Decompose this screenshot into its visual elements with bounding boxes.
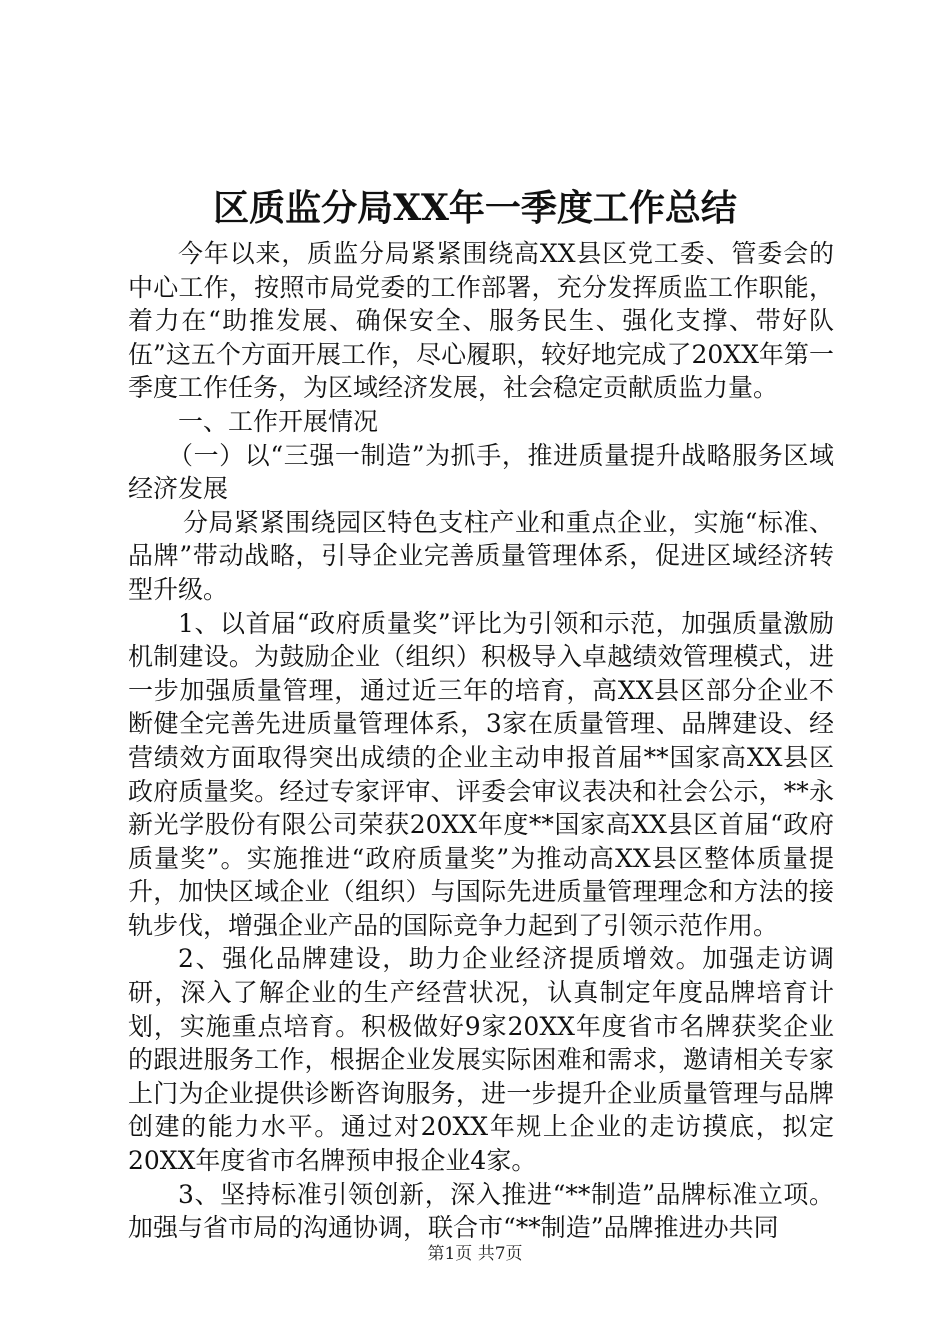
paragraph-strategy: 分局紧紧围绕园区特色支柱产业和重点企业，实施“标准、品牌”带动战略，引导企业完善质量管理体系，促进区域经济转型升级。 — [128, 507, 834, 604]
section-heading-1: 一、工作开展情况 — [178, 406, 379, 436]
paragraph-intro: 今年以来，质监分局紧紧围绕高XX县区党工委、管委会的中心工作，按照市局党委的工作部署，充分发挥质监工作职能，着力在“助推发展、确保安全、服务民生、强化支撑、带好队伍”这五个方面开展工作，尽心履职，较好地完成了20XX年第一季度工作任务，为区域经济发展，社会稳定贡献质监力量。 — [128, 239, 834, 403]
document-body — [128, 237, 834, 1245]
subsection-heading-1: （一）以“三强一制造”为抓手，推进质量提升战略服务区域经济发展 — [128, 440, 834, 504]
page-footer: 第1页 共7页 — [427, 1244, 523, 1264]
paragraph-item-2: 2、强化品牌建设，助力企业经济提质增效。加强走访调研，深入了解企业的生产经营状况，认真制定年度品牌培育计划，实施重点培育。积极做好9家20XX年度省市名牌获奖企业的跟进服务工作，根据企业发展实际困难和需求，邀请相关专家上门为企业提供诊断咨询服务，进一步提升企业质量管理与品牌创建的能力水平。通过对20XX年规上企业的走访摸底，拟定20XX年度省市名牌预申报企业4家。 — [128, 944, 834, 1176]
document-title: 区质监分局XX年一季度工作总结 — [213, 187, 737, 229]
paragraph-item-1: 1、以首届“政府质量奖”评比为引领和示范，加强质量激励机制建设。为鼓励企业（组织）积极导入卓越绩效管理模式，进一步加强质量管理，通过近三年的培育，高XX县区部分企业不断健全完善先进质量管理体系，3家在质量管理、品牌建设、经营绩效方面取得突出成绩的企业主动申报首届**国家高XX县区政府质量奖。经过专家评审、评委会审议表决和社会公示，**永新光学股份有限公司荣获20XX年度**国家高XX县区首届“政府质量奖”。实施推进“政府质量奖”为推动高XX县区整体质量提升，加快区域企业（组织）与国际先进质量管理理念和方法的接轨步伐，增强企业产品的国际竞争力起到了引领示范作用。 — [128, 608, 834, 940]
paragraph-item-3: 3、坚持标准引领创新，深入推进“**制造”品牌标准立项。加强与省市局的沟通协调，联合市“**制造”品牌推进办共同 — [128, 1179, 834, 1243]
